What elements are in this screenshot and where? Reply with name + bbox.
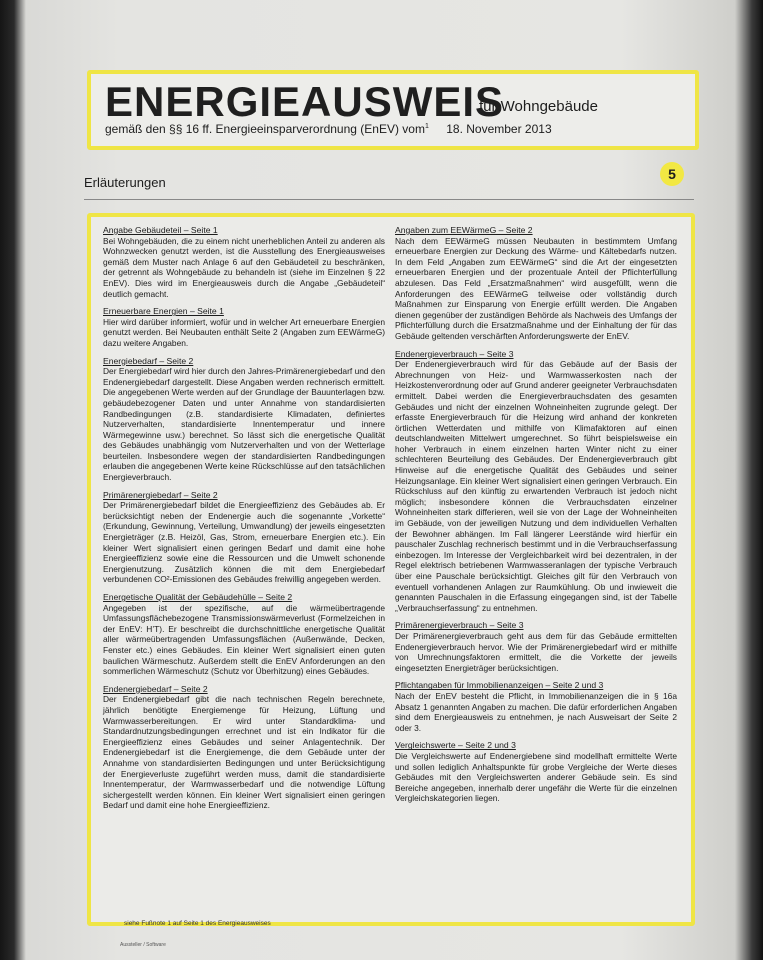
explanation-section (103, 592, 385, 677)
section-text: Nach dem EEWärmeG müssen Neubauten in bestimmtem Umfang erneuerbare Energien zur Deckung des Wärme- und Kältebedarfs nutzen. In dem Feld „Angaben zum EEWärmeG“ sind die Art der eingesetzten erneuerbaren Energien und der prozentuale Anteil der Pflichterfüllung abzulesen. Das Feld „Ersatzmaßnahmen“ wird ausgefüllt, wenn die Anforderungen des EEWärmeG teilweise oder vollständig durch Maßnahmen zur Einsparung von Energie erfüllt werden. Die Angaben dienen gegenüber der zuständigen Behörde als Nachweis des Umfangs der Pflichterfüllung durch die Ersatzmaßnahme und der Einhaltung der für das Gebäude geltenden verschärften Anforderungswerte der EnEV. (395, 235, 677, 341)
section-heading: Primärenergieverbrauch – Seite 3 (395, 620, 524, 631)
section-text: Der Endenergiebedarf gibt die nach technischen Regeln berechnete, jährlich benötigte Energiemenge für Heizung, Lüftung und Warmwasserbereitungen. Er wird unter Standardklima- und Standardnutzungsbedingungen errechnet und ist ein Indikator für die Energieeffizienz eines Gebäudes und seiner Anlagentechnik. Der Endenergiebedarf ist die Energiemenge, die dem Gebäude unter der Annahme von standardisierten Bedingungen und unter Berücksichtigung der Energieverluste zugeführt werden muss, damit die standardisierte Innentemperatur, der Warmwasserbedarf und die notwendige Lüftung sichergestellt werden können. Ein kleiner Wert signalisiert einen geringen Bedarf und damit eine hohe Energieeffizienz. (103, 694, 385, 811)
section-text: Angegeben ist der spezifische, auf die wärmeübertragende Umfassungsflächebezogene Transmissionswärmeverlust (Formelzeichen in der EnEV: H’T). Er beschreibt die durchschnittliche energetische Qualität aller wärmeübertragenden Umfassungsflächen (Außenwände, Decken, Fenster etc.) eines Gebäudes. Ein kleiner Wert signalisiert einen guten baulichen Wärmeschutz. Außerdem stellt die EnEV Anforderungen an den sommerlichen Wärmeschutz (Schutz vor Überhitzung) eines Gebäudes. (103, 602, 385, 677)
section-text: Der Endenergieverbrauch wird für das Gebäude auf der Basis der Abrechnungen von Heiz- und Warmwasserkosten nach der Heizkostenverordnung oder auf Grund anderer geeigneter Verbrauchsdaten ermittelt. Dabei werden die Energieverbrauchsdaten des gesamten Gebäudes und nicht der einzelnen Wohneinheiten zugrunde gelegt. Der erfasste Energieverbrauch für die Heizung wird anhand der konkreten örtlichen Wetterdaten und mithilfe von Klimafaktoren auf einen deutschlandweiten Mittelwert umgerechnet. So führt beispielsweise ein hoher Verbrauch in einem einzelnen harten Winter nicht zu einer schlechteren Beurteilung des Gebäudes. Der Endenergieverbrauch gibt Hinweise auf die energetische Qualität des Gebäudes und seiner Heizungsanlage. Ein kleiner Wert signalisiert einen geringen Verbrauch. Ein Rückschluss auf den künftig zu erwartenden Verbrauch ist jedoch nicht möglich; insbesondere können die Verbrauchsdaten einzelner Wohneinheiten stark differieren, weil sie von der Lage der Wohneinheiten im Gebäude, von der jeweiligen Nutzung und dem individuellen Verhalten der Bewohner abhängen. Im Fall längerer Leerstände wird hierfür ein pauschaler Zuschlag rechnerisch bestimmt und in die Verbrauchserfassung einbezogen. Im Interesse der Vergleichbarkeit wird bei dezentralen, in der Regel elektrisch betriebenen Warmwasseranlagen der typische Verbrauch über eine Pauschale berücksichtigt. Gleiches gilt für den Verbrauch von eventuell vorhandenen Anlagen zur Raumkühlung. Ob und inwieweit die genannten Pauschalen in die Erfassung eingegangen sind, ist der Tabelle „Verbrauchserfassung“ zu entnehmen. (395, 359, 677, 613)
document-page (24, 0, 738, 960)
regulation-line (105, 122, 552, 136)
footer-small-print: Aussteller / Software (120, 942, 166, 948)
footnote: siehe Fußnote 1 auf Seite 1 des Energieausweises (124, 920, 271, 927)
section-text: Bei Wohngebäuden, die zu einem nicht unerheblichen Anteil zu anderen als Wohnzwecken genutzt werden, ist die Ausstellung des Energieausweises gemäß dem Muster nach Anlage 6 auf den Gebäudeteil zu beschränken, der getrennt als Wohngebäude zu behandeln ist (siehe im Einzelnen § 22 EnEV). Dies wird im Energieausweis durch die Angabe „Gebäudeteil“ deutlich gemacht. (103, 235, 385, 299)
section-heading: Primärenergiebedarf – Seite 2 (103, 489, 218, 500)
document-title: ENERGIEAUSWEIS (105, 78, 505, 125)
regulation-text: gemäß den §§ 16 ff. Energieeinsparverordnung (EnEV) vom (105, 122, 425, 136)
explanation-section (395, 225, 677, 342)
explanation-section (103, 684, 385, 811)
document-subtitle: für Wohngebäude (479, 98, 598, 115)
section-heading: Energiebedarf – Seite 2 (103, 355, 194, 366)
explanation-section (103, 490, 385, 585)
explanations-box (87, 213, 695, 926)
explanation-section (103, 225, 385, 299)
regulation-date: 18. November 2013 (446, 122, 552, 136)
page-number-badge: 5 (660, 162, 684, 186)
section-heading: Erneuerbare Energien – Seite 1 (103, 306, 224, 317)
section-heading: Vergleichswerte – Seite 2 und 3 (395, 740, 516, 751)
section-heading: Endenergieverbrauch – Seite 3 (395, 348, 514, 359)
section-heading: Endenergiebedarf – Seite 2 (103, 683, 208, 694)
section-title: Erläuterungen (84, 175, 166, 190)
right-column (395, 225, 677, 811)
explanation-section (103, 356, 385, 483)
explanation-section (103, 306, 385, 348)
section-heading: Angabe Gebäudeteil – Seite 1 (103, 225, 218, 235)
section-text: Der Energiebedarf wird hier durch den Jahres-Primärenergiebedarf und den Endenergiebedarf dargestellt. Diese Angaben werden rechnerisch ermittelt. Die angegebenen Werte werden auf der Grundlage der Bauunterlagen bzw. gebäudebezogener Daten und unter Annahme von standardisierten Randbedingungen (z.B. standardisierte Klimadaten, definiertes Nutzerverhalten, standardisierte Innentemperatur und innere Wärmegewinne usw.) berechnet. So lässt sich die energetische Qualität des Gebäudes unabhängig vom Nutzerverhalten und von der Wetterlage beurteilen. Insbesondere wegen der standardisierten Randbedingungen erlauben die angegebenen Werte keine Rückschlüsse auf den tatsächlichen Energieverbrauch. (103, 366, 385, 483)
explanation-section (395, 740, 677, 804)
explanation-section (395, 620, 677, 673)
section-text: Die Vergleichswerte auf Endenergiebene sind modellhaft ermittelte Werte und sollen lediglich Anhaltspunkte für grobe Vergleiche der Werte dieses Gebäudes mit den Vergleichswerten anderer Gebäude sein. Es sind Bereiche angegeben, innerhalb derer ungefähr die Werte für die einzelnen Vergleichskategorien liegen. (395, 750, 677, 804)
section-text: Der Primärenergieverbrauch geht aus dem für das Gebäude ermittelten Endenergieverbrauch hervor. Wie der Primärenergiebedarf wird er mithilfe von Umrechnungsfaktoren ermittelt, die die Vorkette der jeweils eingesetzten Energieträger berücksichtigen. (395, 630, 677, 673)
section-heading: Pflichtangaben für Immobilienanzeigen – Seite 2 und 3 (395, 680, 604, 691)
section-heading: Energetische Qualität der Gebäudehülle – Seite 2 (103, 592, 293, 602)
section-text: Der Primärenergiebedarf bildet die Energieeffizienz des Gebäudes ab. Er berücksichtigt neben der Endenergie auch die sogenannte „Vorkette“ (Erkundung, Gewinnung, Verteilung, Umwandlung) der jeweils eingesetzten Energieträger (z.B. Heizöl, Gas, Strom, erneuerbare Energien etc.). Ein kleiner Wert signalisiert einen geringen Bedarf und damit eine hohe Energieeffizienz sowie eine die Ressourcen und die Umwelt schonende Energienutzung. Zusätzlich können die mit dem Energiebedarf verbundenen CO²-Emissionen des Gebäudes freiwillig angegeben werden. (103, 500, 385, 585)
section-text: Nach der EnEV besteht die Pflicht, in Immobilienanzeigen die in § 16a Absatz 1 genannten Angaben zu machen. Die dafür erforderlichen Angaben sind dem Energieausweis zu entnehmen, je nach Ausweisart der Seite 2 oder 3. (395, 690, 677, 733)
section-heading: Angaben zum EEWärmeG – Seite 2 (395, 225, 533, 235)
explanation-section (395, 349, 677, 614)
left-column (103, 225, 385, 818)
divider (84, 199, 694, 200)
section-text: Hier wird darüber informiert, wofür und in welcher Art erneuerbare Energien genutzt werden. Bei Neubauten enthält Seite 2 (Angaben zum EEWärmeG) dazu weitere Angaben. (103, 316, 385, 348)
header-box (87, 70, 699, 150)
footnote-marker: 1 (424, 123, 429, 130)
explanation-section (395, 680, 677, 733)
